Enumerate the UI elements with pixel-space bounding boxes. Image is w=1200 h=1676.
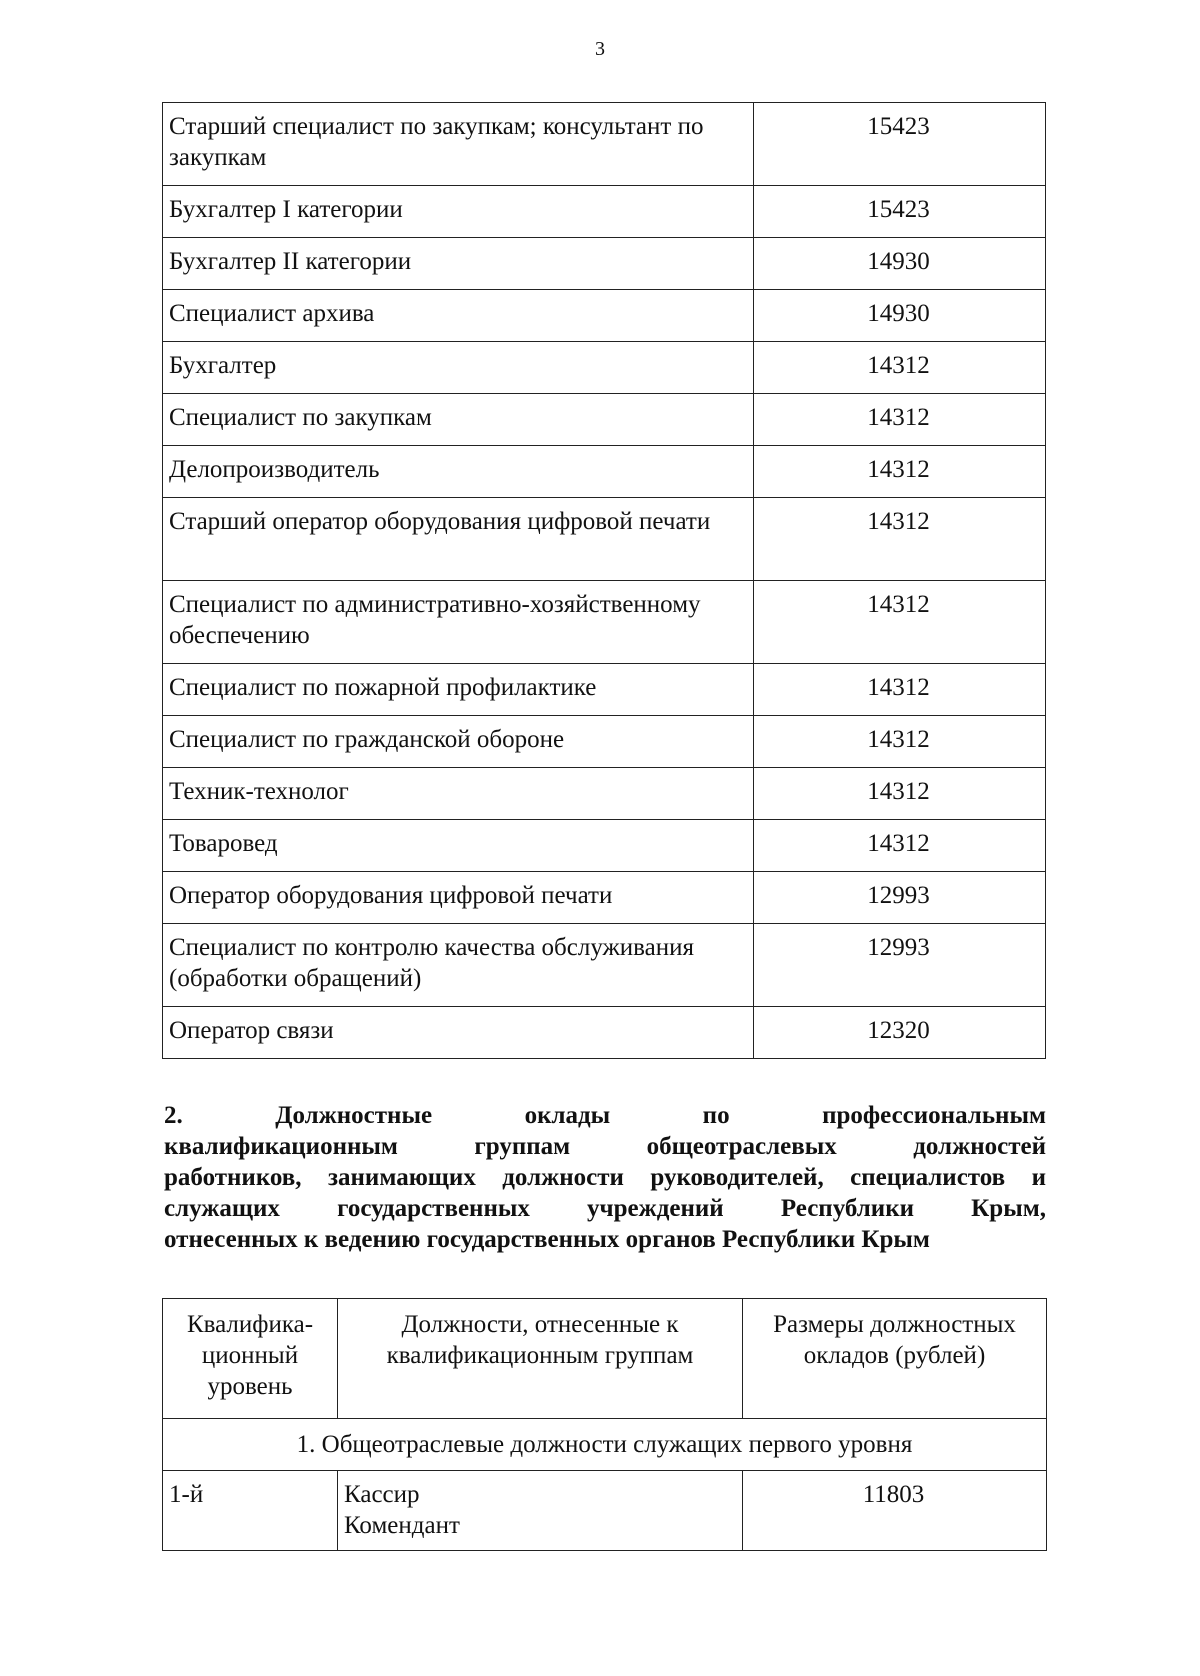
- position-name: Бухгалтер I категории: [163, 186, 754, 238]
- position-salary: 15423: [754, 186, 1046, 238]
- position-salary: 14312: [754, 716, 1046, 768]
- position-salary: 14312: [754, 664, 1046, 716]
- position-salary: 14312: [754, 498, 1046, 581]
- heading-line: 2. Должностные оклады по профессиональным: [164, 1102, 1046, 1129]
- position-name: Оператор связи: [163, 1007, 754, 1059]
- position-name: Делопроизводитель: [163, 446, 754, 498]
- table-row: [163, 290, 1046, 342]
- heading-line: служащих государственных учреждений Республики Крым,: [164, 1195, 1046, 1222]
- table-row: [163, 581, 1046, 664]
- position-salary: 14312: [754, 446, 1046, 498]
- position-name: Старший специалист по закупкам; консультант по закупкам: [163, 103, 754, 186]
- position-salary: 14312: [754, 342, 1046, 394]
- table-row: [163, 342, 1046, 394]
- position-name: Бухгалтер: [163, 342, 754, 394]
- header-qualification-level: Квалифика-ционный уровень: [163, 1299, 338, 1419]
- group-title: 1. Общеотраслевые должности служащих первого уровня: [163, 1419, 1047, 1471]
- table-row: [163, 103, 1046, 186]
- header-salary: Размеры должностных окладов (рублей): [743, 1299, 1047, 1419]
- qualification-salary-table: [162, 1298, 1047, 1551]
- position-salary: 14312: [754, 581, 1046, 664]
- position-salary: 14312: [754, 394, 1046, 446]
- table-row: [163, 664, 1046, 716]
- position-name: Техник-технолог: [163, 768, 754, 820]
- position-salary: 14930: [754, 238, 1046, 290]
- position-name: Специалист по закупкам: [163, 394, 754, 446]
- heading-line: работников, занимающих должности руководителей, специалистов и: [164, 1164, 1046, 1191]
- header-positions: Должности, отнесенные к квалификационным группам: [338, 1299, 743, 1419]
- heading-line: отнесенных к ведению государственных органов Республики Крым: [164, 1226, 930, 1253]
- position-salary: 12993: [754, 872, 1046, 924]
- position-name: Комендант: [344, 1512, 460, 1539]
- heading-line: квалификационным группам общеотраслевых должностей: [164, 1133, 1046, 1160]
- position-salary: 12320: [754, 1007, 1046, 1059]
- position-name: Специалист по пожарной профилактике: [163, 664, 754, 716]
- position-name: Кассир: [344, 1481, 420, 1508]
- table-row: [163, 820, 1046, 872]
- table-row: [163, 768, 1046, 820]
- position-name: Специалист архива: [163, 290, 754, 342]
- table-row: [163, 238, 1046, 290]
- table-row: [163, 1007, 1046, 1059]
- position-salary: 15423: [754, 103, 1046, 186]
- table-row: [163, 498, 1046, 581]
- table-row: [163, 1471, 1047, 1551]
- table-row: [163, 394, 1046, 446]
- position-name: Оператор оборудования цифровой печати: [163, 872, 754, 924]
- table-row: [163, 924, 1046, 1007]
- positions-cell: [338, 1471, 743, 1551]
- section-2-heading: [164, 1100, 1046, 1255]
- position-salary: 14930: [754, 290, 1046, 342]
- position-name: Товаровед: [163, 820, 754, 872]
- table-header-row: [163, 1299, 1047, 1419]
- table-row: [163, 872, 1046, 924]
- position-name: Специалист по административно-хозяйственному обеспечению: [163, 581, 754, 664]
- table-row: [163, 186, 1046, 238]
- position-salary: 12993: [754, 924, 1046, 1007]
- group-row: [163, 1419, 1047, 1471]
- position-salary: 14312: [754, 820, 1046, 872]
- position-name: Бухгалтер II категории: [163, 238, 754, 290]
- table-row: [163, 716, 1046, 768]
- table-row: [163, 446, 1046, 498]
- position-name: Специалист по контролю качества обслуживания (обработки обращений): [163, 924, 754, 1007]
- position-name: Специалист по гражданской обороне: [163, 716, 754, 768]
- qualification-level: 1-й: [163, 1471, 338, 1551]
- position-salary: 11803: [743, 1471, 1047, 1551]
- position-name: Старший оператор оборудования цифровой печати: [163, 498, 754, 581]
- position-salary: 14312: [754, 768, 1046, 820]
- page-number: 3: [595, 38, 605, 60]
- salary-table-positions: [162, 102, 1046, 1059]
